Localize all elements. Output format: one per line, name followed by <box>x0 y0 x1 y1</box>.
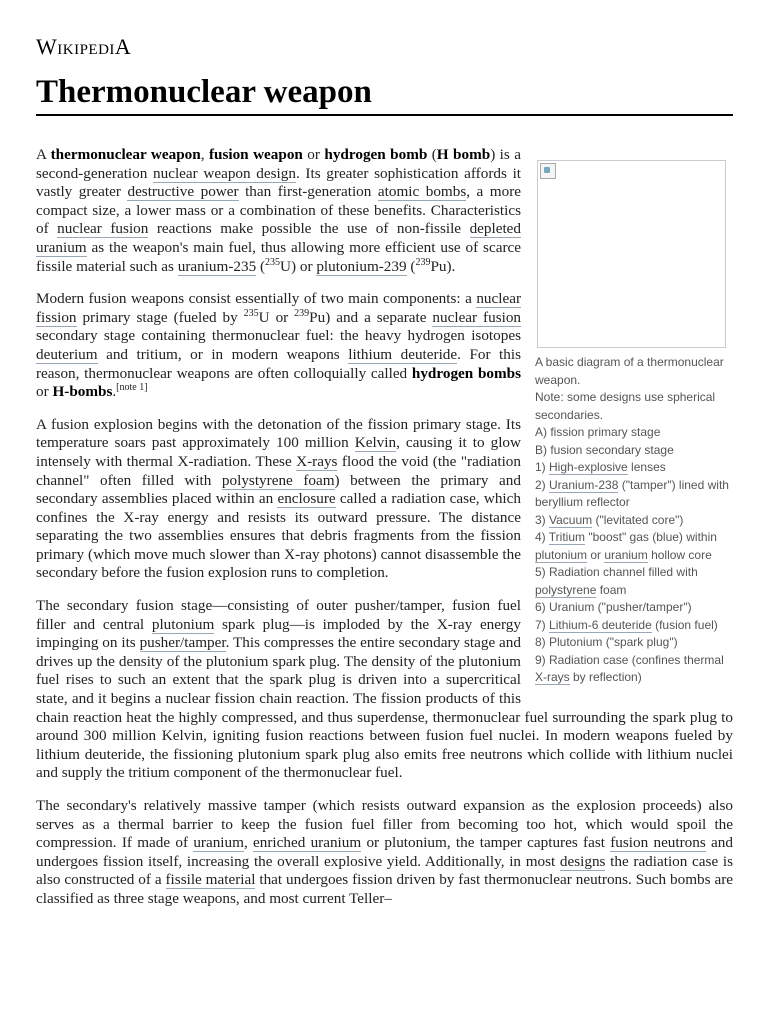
text-run: ( <box>427 146 437 163</box>
caption-line <box>535 617 733 635</box>
text-run: 9) Radiation case (confines thermal <box>535 652 724 667</box>
text-run: reactions make possible the use of non-fissile <box>148 220 470 238</box>
isotope-superscript: 235 <box>243 307 259 319</box>
bold-term: H bomb <box>436 146 491 163</box>
caption-line: Note: some designs use spherical secondaries. <box>535 390 716 422</box>
text-run: flood the void (the "radiation channel" often filled with <box>36 452 521 489</box>
caption-line <box>535 477 733 512</box>
article-link[interactable]: pusher/tamper <box>139 634 226 652</box>
caption-line <box>535 529 733 564</box>
broken-image-icon <box>540 163 556 179</box>
article-link[interactable]: nuclear fusion <box>57 220 149 238</box>
text-run: primary stage (fueled by <box>76 308 244 326</box>
article-link[interactable]: nuclear weapon design <box>153 164 296 182</box>
text-run: The secondary's relatively massive tamper (which resists outward expansion as the explosion proceeds) also serves as a thermal barrier to keep the fusion fuel filler from becoming too hot, which would spoil the compression. If made of <box>36 797 733 852</box>
text-run: or <box>36 383 53 401</box>
diagram-image[interactable] <box>537 160 726 348</box>
article-link[interactable]: nuclear fusion <box>432 308 522 326</box>
text-run: (fusion fuel) <box>651 617 718 632</box>
article-link[interactable]: enriched uranium <box>253 834 362 852</box>
text-run: , <box>200 146 209 163</box>
article-link[interactable]: uranium <box>604 547 648 562</box>
article-link[interactable]: fissile material <box>165 871 256 889</box>
page-title: Thermonuclear weapon <box>36 74 372 110</box>
brand-first: W <box>36 34 58 59</box>
caption-line <box>535 564 733 599</box>
text-run: , causing it to glow intensely with thermal X-radiation. These <box>36 434 521 470</box>
article-link[interactable]: polystyrene foam <box>221 471 335 489</box>
text-run: A <box>36 146 51 163</box>
text-run: foam <box>596 582 627 597</box>
text-run: 7) <box>535 617 550 632</box>
caption-line: B) fusion secondary stage <box>535 442 674 457</box>
bold-term: fusion weapon <box>208 146 303 163</box>
article-link[interactable]: Kelvin <box>354 434 397 452</box>
text-run: ("tamper") lined with beryllium reflector <box>535 477 729 509</box>
text-run: , a more compact size, a lower mass or a combination of these benefits. Characteristics of <box>36 183 522 238</box>
article-link[interactable]: X-rays <box>535 670 570 684</box>
text-run: secondary stage containing thermonuclear fuel: the heavy hydrogen isotopes <box>36 327 521 345</box>
text-run: Modern fusion weapons consist essentially of two main components: a <box>36 290 477 308</box>
article-link[interactable]: X-rays <box>296 452 338 470</box>
wikipedia-wordmark[interactable] <box>36 34 131 60</box>
text-run: The secondary fusion stage—consisting of outer pusher/tamper, fusion fuel filler and central <box>36 597 521 633</box>
article-link[interactable]: enclosure <box>277 490 336 508</box>
text-run: or <box>302 146 325 163</box>
article-link[interactable]: deuterium <box>36 345 98 363</box>
text-run: . Its greater sophistication affords it vastly greater <box>36 164 522 201</box>
text-run: by reflection) <box>569 670 642 684</box>
article-link[interactable]: Uranium-238 <box>549 477 619 492</box>
text-run: or <box>587 547 605 562</box>
text-run: that undergoes fission driven by fast thermonuclear neutrons. Such bombs are classified as three stage weapons, and most current Teller– <box>36 871 733 907</box>
text-run: than first-generation <box>238 183 378 201</box>
article-link[interactable]: plutonium <box>151 615 215 633</box>
text-run: 1) <box>535 460 550 474</box>
text-run: 2) <box>535 477 550 492</box>
isotope-superscript: 235 <box>265 256 281 268</box>
text-run: ( <box>256 257 266 275</box>
figure-caption <box>535 354 733 687</box>
text-run: Pu) and a separate <box>309 308 433 326</box>
text-run: ( <box>406 257 416 275</box>
article-link[interactable]: designs <box>559 852 606 870</box>
article-link[interactable]: plutonium-239 <box>316 257 407 275</box>
text-run: ("levitated core") <box>592 512 684 527</box>
article-link[interactable]: lithium deuteride <box>348 345 458 363</box>
text-run: or plutonium, the tamper captures fast <box>361 834 611 852</box>
isotope-superscript: 239 <box>415 256 431 268</box>
text-run: Pu). <box>430 257 456 275</box>
article-link[interactable]: plutonium <box>535 547 588 562</box>
article-link[interactable]: uranium-235 <box>177 257 257 275</box>
text-run: as the weapon's main fuel, thus allowing more efficient use of scarce fissile material such as <box>36 238 521 275</box>
text-run: spark plug—is imploded by the X-ray energy impinging on its <box>36 615 521 652</box>
article-link[interactable]: atomic bombs <box>377 183 467 201</box>
bold-term: H-bombs <box>52 383 113 401</box>
text-run: hollow core <box>647 547 712 562</box>
text-run: lenses <box>627 460 666 474</box>
text-run: ) between the primary and secondary assemblies placed within an <box>36 471 521 508</box>
text-run: , <box>243 834 254 852</box>
article-body <box>36 146 733 923</box>
caption-line <box>535 512 733 530</box>
paragraph <box>36 797 733 909</box>
text-run: 3) <box>535 512 550 527</box>
text-run: . For this reason, thermonuclear weapons are often colloquially called <box>36 345 522 382</box>
isotope-superscript: 239 <box>294 307 310 319</box>
figure-box <box>535 160 733 687</box>
article-link[interactable]: uranium <box>193 834 244 852</box>
text-run: "boost" gas (blue) within <box>585 530 717 544</box>
article-link[interactable]: fusion neutrons <box>610 834 706 852</box>
text-run: the radiation case is also constructed of a <box>36 852 733 889</box>
caption-line: 8) Plutonium ("spark plug") <box>535 635 678 649</box>
text-run: 4) <box>535 530 549 544</box>
text-run: ) is a second-generation <box>36 146 521 182</box>
text-run: A fusion explosion begins with the detonation of the fission primary stage. Its temperature soars past approximately 100 million <box>36 415 521 452</box>
bold-term: hydrogen bombs <box>411 364 521 382</box>
text-run: U or <box>258 308 295 326</box>
text-run: U) or <box>280 257 317 275</box>
brand-last: A <box>114 34 132 59</box>
text-run: and undergoes fission itself, increasing the overall explosive yield. Additionally, in most <box>36 834 733 870</box>
text-run: . This compresses the entire secondary stage and drives up the density of the plutonium spark plug. The density of the plutonium fuel rises to such an extent that the spark plug is driven into a supercritical state, and it begins a nuclear fission chain reaction. The fission products of this chain reaction heat the highly compressed, and thus superdense, thermonuclear fuel surrounding the spark plug to around 300 million Kelvin, igniting fusion reactions between fusion fuel nuclei. In modern weapons fueled by lithium deuteride, the fissioning plutonium spark plug also emits free neutrons which collide with lithium nuclei and supply the tritium component of the thermonuclear fuel. <box>36 634 733 782</box>
article-link[interactable]: High-explosive <box>549 460 628 474</box>
caption-line: A) fission primary stage <box>535 425 661 439</box>
text-run: 5) Radiation channel filled with <box>535 565 698 579</box>
article-link[interactable]: Lithium-6 deuteride <box>549 617 652 632</box>
text-run: . <box>112 383 117 401</box>
caption-line <box>535 459 733 477</box>
article-link[interactable]: Vacuum <box>549 512 593 527</box>
brand-rest: ikipedi <box>57 34 115 59</box>
caption-line <box>535 652 733 687</box>
article-link[interactable]: polystyrene <box>535 582 597 597</box>
title-divider <box>36 114 733 116</box>
article-link[interactable]: destructive power <box>127 183 239 201</box>
article-link[interactable]: Tritium <box>548 530 586 544</box>
article-link[interactable]: depleted uranium <box>36 220 522 256</box>
article-link[interactable]: nuclear fission <box>36 290 521 326</box>
footnote-ref[interactable]: [note 1] <box>116 382 148 394</box>
text-run: called a radiation case, which confines the X-ray energy and resists its outward pressure. The distance separating the two assemblies ensures that debris fragments from the fission primary (which move much slower than X-ray photons) cannot disassemble the secondary before the fusion explosion runs to completion. <box>36 490 521 582</box>
text-run: and tritium, or in modern weapons <box>97 345 349 363</box>
bold-term: hydrogen bomb <box>324 146 428 163</box>
bold-term: thermonuclear weapon <box>50 146 201 163</box>
caption-line: A basic diagram of a thermonuclear weapon. <box>535 355 724 387</box>
caption-line: 6) Uranium ("pusher/tamper") <box>535 600 692 614</box>
